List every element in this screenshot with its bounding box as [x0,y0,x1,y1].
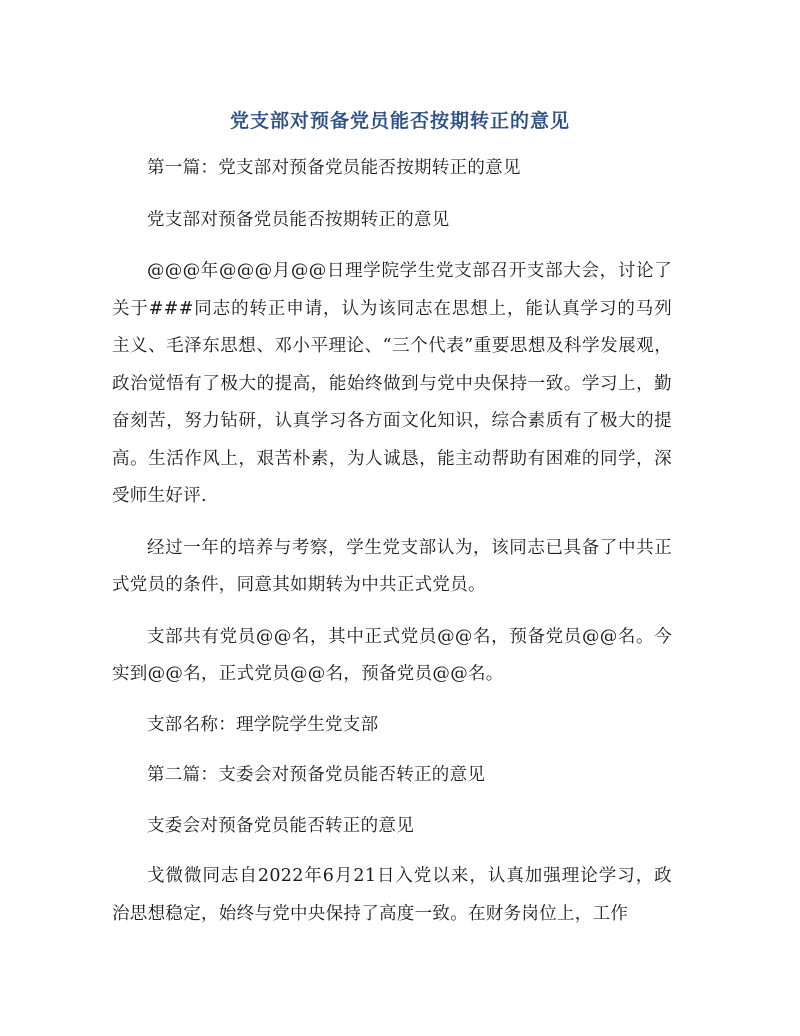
section-heading-2: 第二篇：支委会对预备党员能否转正的意见 [147,765,486,785]
subtitle-1: 党支部对预备党员能否按期转正的意见 [147,209,450,230]
subtitle-2: 支委会对预备党员能否转正的意见 [147,815,414,836]
document-body [112,150,672,933]
body-paragraph-attendance: 支部共有党员@@名，其中正式党员@@名，预备党员@@名。今实到@@名，正式党员@@名，预备党员@@名。 [112,626,672,684]
body-paragraph-second: 戈微微同志自2022年6月21日入党以来，认真加强理论学习，政治思想稳定，始终与党中央保持了高度一致。在财务岗位上，工作 [112,866,672,924]
section-heading-1: 第一篇：党支部对预备党员能否按期转正的意见 [147,158,521,178]
body-paragraph-meeting: @@@年@@@月@@日理学院学生党支部召开支部大会，讨论了关于###同志的转正申请，认为该同志在思想上，能认真学习的马列主义、毛泽东思想、邓小平理论、“三个代表”重要思想及科学发展观，政治觉悟有了极大的提高，能始终做到与党中央保持一致。学习上，勤奋刻苦，努力钻研，认真学习各方面文化知识，综合素质有了极大的提高。生活作风上，艰苦朴素，为人诚恳，能主动帮助有困难的同学，深受师生好评. [112,261,672,506]
branch-name: 支部名称：理学院学生党支部 [147,714,379,735]
document-title: 党支部对预备党员能否按期转正的意见 [229,110,570,132]
body-paragraph-conclusion: 经过一年的培养与考察，学生党支部认为，该同志已具备了中共正式党员的条件，同意其如期转为中共正式党员。 [112,537,672,595]
